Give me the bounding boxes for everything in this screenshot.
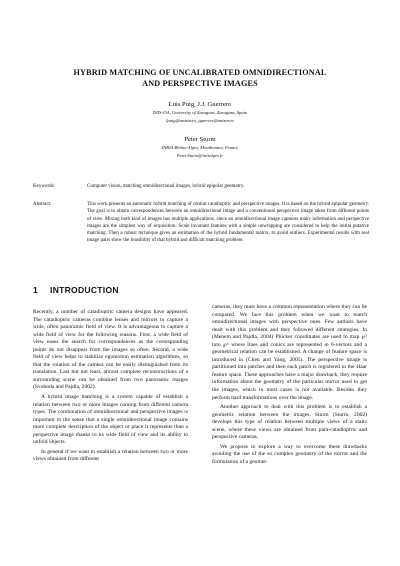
section-title: INTRODUCTION — [50, 285, 119, 295]
section-heading — [33, 285, 119, 295]
left-column — [33, 309, 188, 464]
left-paragraph-3: In general if we want to establish a relation between two or more views obtained from different — [33, 448, 188, 463]
right-column — [212, 304, 367, 466]
right-paragraph-3: We propose to explore a way to overcome these drawbacks avoiding the use of the so complex geometry of the mirror and the formulation of a geomet- — [212, 443, 367, 465]
abstract-text: This work presents an automatic hybrid matching of central catadioptric and perspective images. It is based on the hybrid epipolar geometry. The goal is to obtain correspondences between an omnidirectional image and a conventional perspective image taken from different points of view. Mixing both kind of images has multiple applications, since an omnidirectional image captures many information and perspective images are the simplest way of acquisition. Scale invariant features with a simple unwrapping are considered to help the initial putative matching. Then a robust technique gives an estimation of the hybrid fundamental matrix, to avoid outliers. Experimental results with real image pairs show the feasibility of that hybrid and difficult matching problem. — [87, 202, 369, 244]
section-number: 1 — [33, 285, 39, 295]
right-paragraph-2: Another approach to deal with this problem is to establish a geometric relation between the images. Sturm (Sturm, 2002) develops this type of relation between multiple views of a static scene, where these views are obtained from para-catadioptric and perspective cameras. — [212, 404, 367, 441]
title-line-2: AND PERSPECTIVE IMAGES — [142, 79, 258, 88]
keywords-text: Computer vision, matching omnidirectional images, hybrid epipolar geometry. — [87, 184, 245, 189]
author-block — [60, 101, 340, 160]
author-affiliation-1: DIIS-I3A, University of Zaragoza, Zaragoza, Spain — [152, 110, 248, 115]
author-email-1: lpuig@unizar.es, jguerrer@unizar.es — [166, 118, 234, 123]
author-names-2: Peter Sturm — [184, 136, 216, 143]
paper-title — [40, 67, 360, 89]
abstract-label: Abstract: — [33, 202, 52, 207]
author-email-2: Peter.Sturm@inrialpes.fr — [176, 153, 224, 158]
left-paragraph-1: Recently, a number of catadioptric camera designs have appeared. The catadioptric cameras combine lenses and mirrors to capture a wide, often panoramic field of view. It is advantageous to capture a wide field of view for the following reasons. First, a wide field of view eases the search for correspondences as the corresponding points do not disappear from the images so often. Second, a wide field of view helps to stabilize egomotion estimation algorithms, so that the rotation of the camera can be easily distinguished from its translation. Last but not least, almost complete reconstructions of a surrounding scene can be obtained from two panoramic images (Svoboda and Pajdla, 2002). — [33, 309, 188, 391]
left-paragraph-2: A hybrid image matching is a system capable of establish a relation between two or more images coming from different camera types. The combination of omnidirectional and perspective images is important in the sense that a single omnidirectional image contains more complete description of the object or place it represents than a perspective image thanks to its wide field of view and its ability to unfold objects. — [33, 394, 188, 446]
right-paragraph-1: cameras, they must have a common representation where they can be compared. We face this problem when we want to match omnidirectional images with perspective ones. Few authors have dealt with this problem and they followed different strategies. In (Menem and Pajdla, 2004) Plücker coordinates are used to map ℘² into ℘⁵ where lines and conics are represented in 6-vectors and a geometrical relation can be established. A change of feature space is introduced in (Chen and Yang, 2005). The perspective image is partitioned into patches and then each patch is registered in the Haar feature space. These approaches have a major drawback, they require information about the geometry of the particular mirror used to get the images, which in most cases is not available. Besides they perform hard transformations over the image. — [212, 304, 367, 401]
author-affiliation-2: INRIA Rhône-Alpes, Montbonnot, France — [161, 145, 239, 150]
author-names-1: Luis Puig, J.J. Guerrero — [168, 101, 232, 108]
title-line-1: HYBRID MATCHING OF UNCALIBRATED OMNIDIRECTIONAL — [73, 68, 327, 77]
keywords-label: Keywords: — [33, 184, 55, 189]
